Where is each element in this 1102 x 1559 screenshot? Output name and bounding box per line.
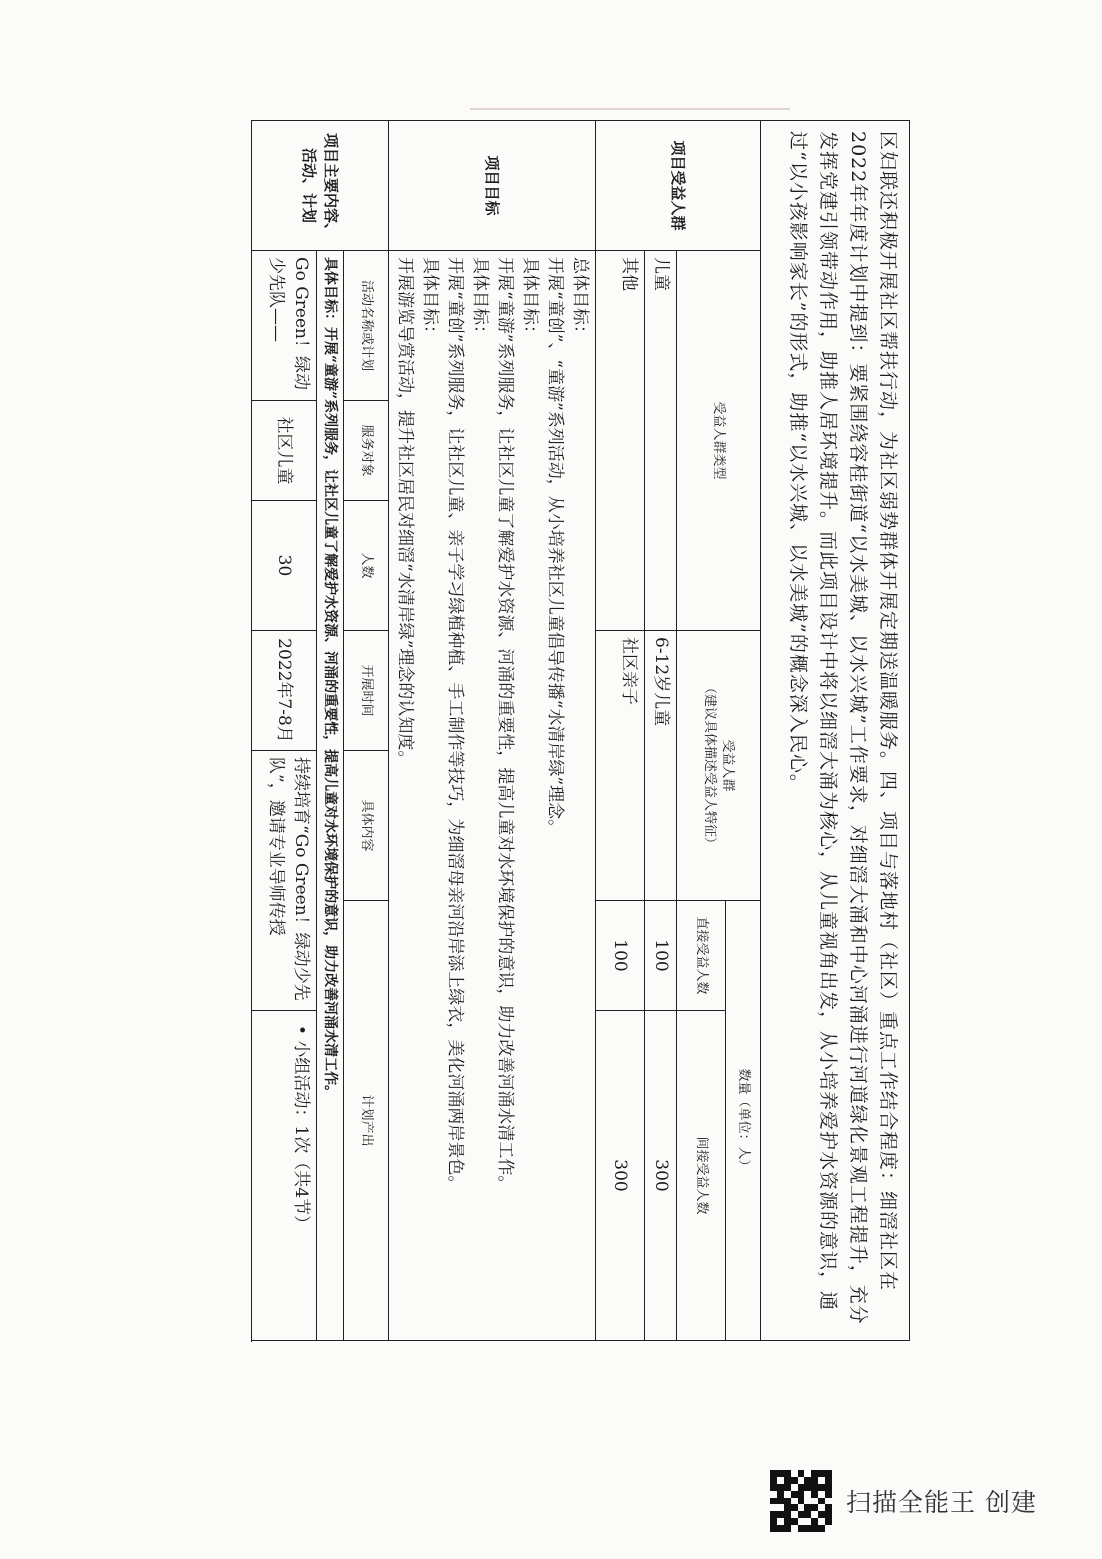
- headcount-header: 人数: [344, 501, 389, 631]
- quantity-header: 数量（单位：人）: [726, 901, 761, 1341]
- intro-row: [761, 121, 910, 1341]
- activity-target: 社区儿童: [252, 401, 317, 501]
- activity-goal-line: 具体目标：开展“童游”系列服务，让社区儿童了解爱护水资源、河涌的重要性，提高儿童对水环境保护的意识，助力改善河涌水清工作。: [317, 251, 344, 1341]
- beneficiary-type: 儿童: [645, 251, 677, 631]
- scan-edge-mark: [470, 108, 790, 110]
- activities-header-row: [344, 121, 389, 1341]
- activities-section-label: 项目主要内容、活动、计划: [252, 121, 389, 251]
- rotated-form: [210, 120, 910, 1340]
- beneficiary-row: [596, 121, 645, 1341]
- beneficiary-type: 其他: [596, 251, 645, 631]
- activity-time: 2022年7-8月: [252, 631, 317, 751]
- goals-section-label: 项目目标: [389, 121, 596, 251]
- goal-line: 开展“童创”系列服务，让社区儿童、亲子学习绿植种植、手工制作等技巧，为细滘母亲河沿岸添上绿衣，美化河涌两岸景色。: [445, 257, 465, 1193]
- intro-paragraph: 区妇联还积极开展社区帮扶行动，为社区弱势群体开展定期送温暖服务。四、项目与落地村（社区）重点工作结合程度：细滘社区在2022年年度计划中提到：要紧围绕容桂街道“以水美城、以水兴城”工作要求，对细滘大涌和中心河涌进行河道绿化景观工程提升，充分发挥党建引领带动作用，助推人居环境提升。而此项目设计中将以细滘大涌为核心，从儿童视角出发，从小培养爱护水资源的意识，通过“以小孩影响家长”的形式，助推“以水兴城、以水美城”的概念深入民心。: [761, 121, 910, 1341]
- activity-name-header: 活动名称或计划: [344, 251, 389, 401]
- beneficiary-group-title: 受益人群: [720, 739, 736, 792]
- beneficiary-header-row: [726, 121, 761, 1341]
- activity-output: • 小组活动：1次（共4节）: [252, 1011, 317, 1341]
- indirect-count-header: 间接受益人数: [677, 1011, 726, 1341]
- goal-line: 开展“童游”系列服务，让社区儿童了解爱护水资源、河涌的重要性，提高儿童对水环境保护的意识，助力改善河涌水清工作。: [495, 257, 515, 1193]
- goal-line: 具体目标：: [420, 257, 440, 342]
- output-header: 计划产出: [344, 901, 389, 1341]
- beneficiary-direct: 100: [645, 901, 677, 1011]
- activity-name: Go Green！绿动少先队——: [252, 251, 317, 401]
- scanner-brand-text: 扫描全能王 创建: [846, 1488, 1037, 1517]
- direct-count-header: 直接受益人数: [677, 901, 726, 1011]
- scanner-watermark: [770, 1470, 1037, 1532]
- goals-row: [389, 121, 596, 1341]
- beneficiary-desc: 6-12岁儿童: [645, 631, 677, 901]
- activity-row: [252, 121, 317, 1341]
- beneficiary-row: [645, 121, 677, 1341]
- time-header: 开展时间: [344, 631, 389, 751]
- beneficiary-desc: 社区亲子: [596, 631, 645, 901]
- activity-count: 30: [252, 501, 317, 631]
- goal-line: 具体目标：: [470, 257, 490, 342]
- beneficiary-indirect: 300: [645, 1011, 677, 1341]
- activity-content: 持续培育“Go Green！绿动少先队”，邀请专业导师传授: [252, 751, 317, 1011]
- beneficiary-section-label: 项目受益人群: [596, 121, 761, 251]
- goals-content: [389, 251, 596, 1341]
- goal-line: 总体目标：: [570, 257, 590, 342]
- beneficiary-type-header: 受益人群类型: [677, 251, 761, 631]
- project-form-table: [251, 120, 910, 1341]
- beneficiary-direct: 100: [596, 901, 645, 1011]
- service-target-header: 服务对象: [344, 401, 389, 501]
- goal-line: 开展“童创”、“童游”系列活动，从小培养社区儿童倡导传播“水清岸绿”理念。: [545, 257, 565, 837]
- goal-line: 具体目标：: [520, 257, 540, 342]
- beneficiary-group-header: [677, 631, 761, 901]
- beneficiary-group-subtitle: （建议具体描述受益人特征）: [702, 680, 718, 850]
- activity-goal-row: [317, 121, 344, 1341]
- qr-code-icon: [770, 1470, 832, 1532]
- content-header: 具体内容: [344, 751, 389, 901]
- beneficiary-indirect: 300: [596, 1011, 645, 1341]
- goal-line: 开展游览导赏活动，提升社区居民对细滘“水清岸绿”理念的认知度。: [395, 257, 415, 768]
